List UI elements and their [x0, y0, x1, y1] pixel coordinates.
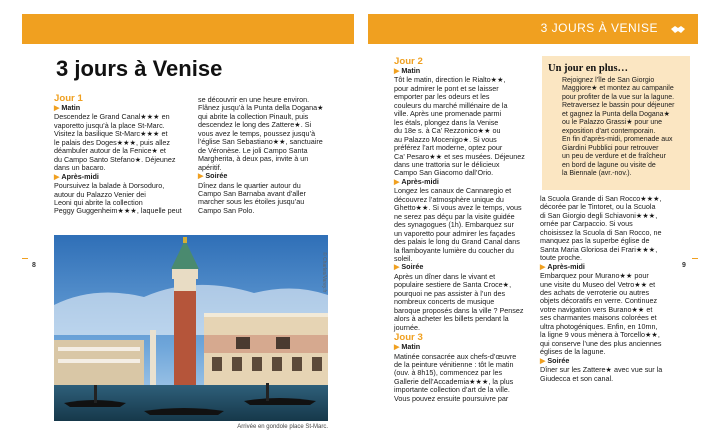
- box-title: Un jour en plus…: [548, 63, 629, 74]
- text-line: descendez le long des Zattere★. Si: [198, 120, 312, 130]
- text-line: baroque proposés dans la ville ? Pensez: [394, 305, 524, 315]
- text-line: vaporetto jusqu’à la place St-Marc.: [54, 120, 165, 130]
- text-line: dans un bacaro.: [54, 163, 106, 173]
- column-4: [540, 195, 692, 383]
- margin-rule-left: [22, 258, 28, 259]
- page-number-right: 9: [682, 262, 686, 269]
- page-number-left: 8: [32, 262, 36, 269]
- text-line: qui conserve l’une des plus anciennes: [540, 338, 662, 348]
- text-line: (ouv. à 8h15), commencez par les: [394, 368, 503, 378]
- text-line: nombreux concerts de musique: [394, 297, 495, 307]
- day-heading: Jour 1: [54, 93, 83, 104]
- text-line: couleurs du marché millénaire de la: [394, 100, 508, 110]
- text-line: l’église San Sebastiano★★, sanctuaire: [198, 137, 323, 147]
- text-line: di San Giorgio degli Schiavoni★★★,: [540, 210, 658, 220]
- text-line: une visite du Museo del Vetro★★ et: [540, 279, 656, 289]
- subheading-evening: ▶ Soirée: [198, 171, 228, 181]
- text-line: un peu de verdure et de fraîcheur: [562, 153, 666, 161]
- text-line: des achats de verroterie ou autres: [540, 287, 650, 297]
- column-1: [54, 93, 192, 216]
- text-line: votre navigation vers Burano★★ et: [540, 304, 653, 314]
- page-title: 3 jours à Venise: [56, 56, 223, 81]
- text-line: En fin d’après-midi, promenade aux: [562, 136, 673, 144]
- text-line: la ligne 9 vous mènera à Torcello★★,: [540, 330, 660, 340]
- text-line: ultra photogéniques. Enfin, en 10mn,: [540, 321, 658, 331]
- text-line: Visitez la basilique St-Marc★★★ et: [54, 129, 168, 139]
- text-line: Leoni qui abrite la collection: [54, 197, 143, 207]
- text-line: la Biennale (avr.-nov.).: [562, 169, 632, 177]
- subheading-afternoon: ▶ Après-midi: [54, 171, 99, 181]
- text-line: ou le Palazzo Grassi★ pour une: [562, 119, 663, 127]
- text-line: Longez les canaux de Cannaregio et: [394, 186, 512, 196]
- text-line: pour profiter de la vue sur la lagune.: [562, 93, 675, 101]
- day-heading: Jour 3: [394, 332, 423, 344]
- text-line: Vous pouvez ensuite poursuivre par: [394, 393, 509, 403]
- subheading-morning: ▶ Matin: [394, 342, 421, 352]
- text-line: au Palazzo Mocenigo★. Si vous: [394, 134, 497, 144]
- text-line: décorée par le Tintoret, ou la Scuola: [540, 202, 656, 212]
- text-line: églises de la lagune.: [540, 347, 606, 357]
- handshake-icon: [670, 21, 686, 37]
- text-line: pourquoi ne pas assister à l’un des: [394, 288, 506, 298]
- text-line: pour admirer le pont et se laisser: [394, 83, 499, 93]
- column-3: [394, 56, 540, 403]
- text-line: Matinée consacrée aux chefs-d’œuvre: [394, 351, 517, 361]
- text-line: déambuler autour de la Fenice★ et: [54, 146, 166, 156]
- subheading-afternoon: ▶ Après-midi: [540, 261, 585, 271]
- text-line: du Campo Santo Stefano★. Déjeunez: [54, 154, 176, 164]
- subheading-morning: ▶ Matin: [54, 103, 81, 112]
- text-line: apéritif.: [198, 162, 222, 172]
- text-line: la flamboyante lumière du coucher du: [394, 245, 514, 255]
- text-line: du 18e s. à Ca’ Rezzonico★★ ou: [394, 126, 501, 136]
- text-line: Santa Maria Gloriosa dei Frari★★★,: [540, 244, 658, 254]
- text-line: Campo San Giacomo dall’Orio.: [394, 168, 494, 178]
- text-line: soleil.: [394, 253, 413, 263]
- text-line: exposition d’art contemporain.: [562, 127, 656, 135]
- section-title: 3 JOURS À VENISE: [540, 21, 658, 35]
- column-2: [198, 96, 330, 215]
- text-line: Embarquez pour Murano★★ pour: [540, 271, 649, 281]
- text-line: dans une trattoria sur le délicieux: [394, 159, 500, 169]
- text-line: et gagnez la Punta della Dogana★: [562, 110, 670, 118]
- text-line: ses charmantes maisons colorées et: [540, 313, 657, 323]
- text-line: populaire sestiere de Santa Croce★,: [394, 280, 512, 290]
- text-line: Maggiore★ et montez au campanile: [562, 85, 674, 93]
- text-line: Campo San Polo.: [198, 205, 255, 215]
- day-heading: Jour 2: [394, 56, 423, 67]
- text-line: objets décoratifs en verre. Continuez: [540, 296, 658, 306]
- photo-caption: Arrivée en gondole place St-Marc.: [237, 424, 328, 430]
- text-line: autour du Palazzo Venier dei: [54, 189, 146, 199]
- margin-rule-right: [692, 258, 698, 259]
- text-line: Giudecca et son canal.: [540, 373, 614, 383]
- text-line: préférez l’art moderne, optez pour: [394, 143, 503, 153]
- text-line: emporter par les odeurs et les: [394, 92, 490, 102]
- extra-day-box: [542, 56, 690, 190]
- text-line: importante collection d’art de la ville.: [394, 385, 510, 395]
- text-line: Campo San Barnaba avant d’aller: [198, 188, 306, 198]
- text-line: qui abrite la collection Pinault, puis: [198, 111, 309, 121]
- text-line: ornée par Carpaccio. Si vous: [540, 219, 633, 229]
- text-line: en bord de lagune ou visite de: [562, 161, 656, 169]
- photo-credit: © Charles/Varey.fr: [321, 252, 327, 293]
- text-line: Poursuivez la balade à Dorsoduro,: [54, 181, 165, 191]
- text-line: Descendez le Grand Canal★★★ en: [54, 112, 170, 122]
- text-line: Dîner sur les Zattere★ avec vue sur la: [540, 365, 663, 375]
- text-line: se découvrir en une heure environ.: [198, 95, 310, 104]
- text-line: marcher sous les étoiles jusqu’au: [198, 197, 305, 207]
- text-line: toute proche.: [540, 253, 582, 263]
- text-line: Tôt le matin, direction le Rialto★★,: [394, 75, 506, 85]
- text-line: Retraversez le bassin pour déjeuner: [562, 102, 675, 110]
- text-line: Giardini Pubblici pour retrouver: [562, 144, 659, 152]
- text-line: choisissez la Scuola di San Rocco, ne: [540, 227, 662, 237]
- text-line: journée.: [394, 322, 420, 332]
- text-line: de la peinture vénitienne : tôt le matin: [394, 359, 514, 369]
- text-line: de Véronèse. Le joli Campo Santa: [198, 145, 308, 155]
- subheading-evening: ▶ Soirée: [540, 355, 570, 365]
- text-line: Après un dîner dans le vivant et: [394, 271, 496, 281]
- text-line: la Scuola Grande di San Rocco★★★,: [540, 194, 662, 203]
- subheading-morning: ▶ Matin: [394, 66, 421, 75]
- header-band-left: [22, 14, 354, 44]
- header-band-right: [368, 14, 698, 44]
- text-line: Peggy Guggenheim★★★, laquelle peut: [54, 206, 182, 216]
- text-line: Rejoignez l’île de San Giorgio: [562, 77, 655, 84]
- text-line: des palais le long du Grand Canal dans: [394, 237, 520, 247]
- text-line: ville. Après une promenade parmi: [394, 109, 502, 119]
- box-body: [562, 77, 688, 178]
- text-line: Ca’ Pesaro★★ et ses musées. Déjeunez: [394, 151, 525, 161]
- text-line: Dînez dans le quartier autour du: [198, 180, 301, 190]
- subheading-afternoon: ▶ Après-midi: [394, 176, 439, 186]
- text-line: des synagogues (1h). Embarquez sur: [394, 220, 514, 230]
- text-line: découvrez l’atmosphère unique du: [394, 194, 504, 204]
- text-line: vous avez le temps, poussez jusqu’à: [198, 128, 316, 138]
- text-line: Margherita, à deux pas, invite à un: [198, 154, 309, 164]
- text-line: ne serez pas déçu par la visite guidée: [394, 211, 515, 221]
- text-line: Ghetto★★. Si vous avez le temps, vous: [394, 203, 522, 213]
- text-line: alors à acheter les billets pendant la: [394, 314, 509, 324]
- text-line: Flânez jusqu’à la Punta della Dogana★: [198, 103, 324, 113]
- text-line: Gallerie dell’Accademia★★★, la plus: [394, 376, 514, 386]
- text-line: un vaporetto pour admirer les façades: [394, 228, 516, 238]
- text-line: manquez pas la superbe église de: [540, 236, 650, 246]
- subheading-evening: ▶ Soirée: [394, 262, 424, 272]
- text-line: les étals, plongez dans la Venise: [394, 117, 499, 127]
- text-line: le palais des Doges★★★, puis allez: [54, 137, 171, 147]
- venice-photo: [54, 235, 328, 421]
